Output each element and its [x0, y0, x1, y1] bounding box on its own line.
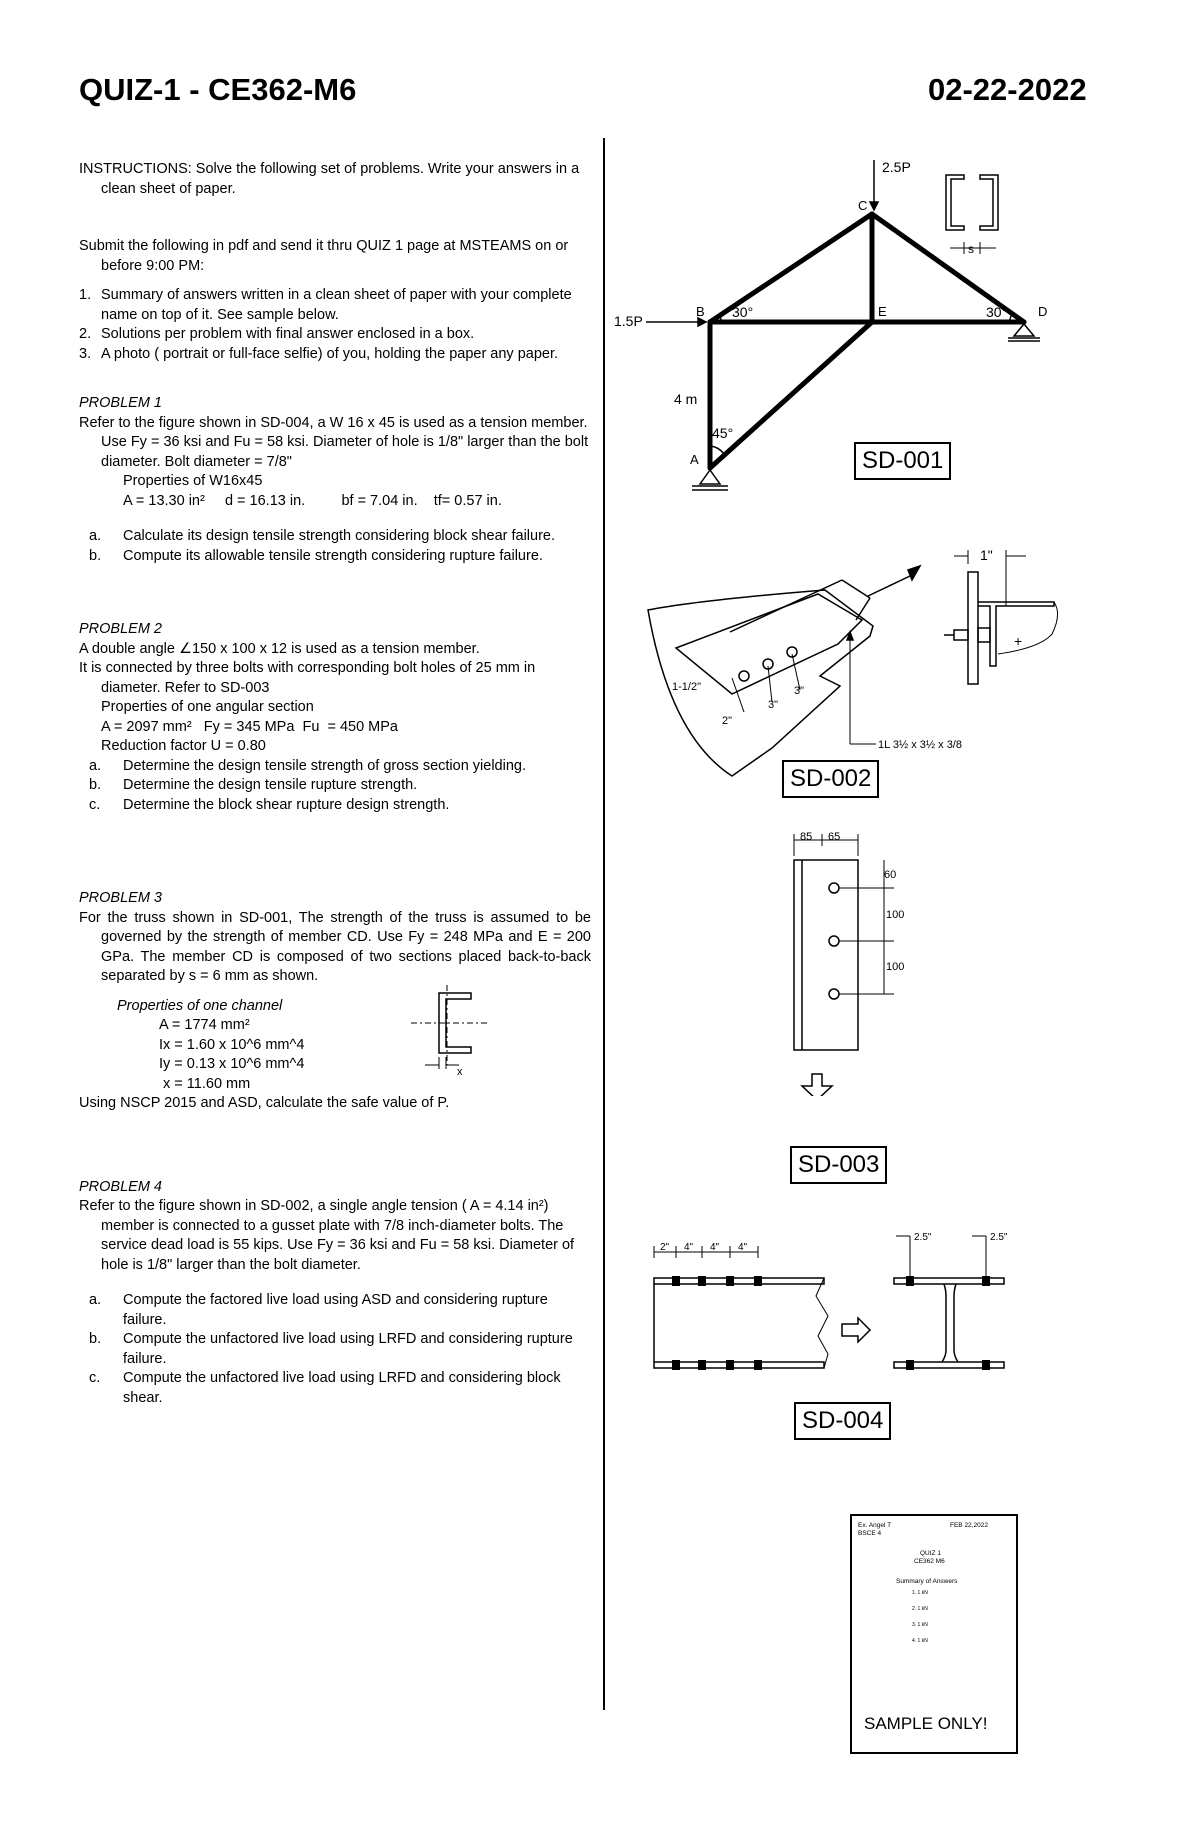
problem-item: c. Compute the unfactored live load using LRFD and considering block shear. — [89, 1370, 561, 1406]
problem-4-intro: Refer to the figure shown in SD-002, a single angle tension ( A = 4.14 in²) member is connected to a gusset plate with 7/8 inch-diameter bolts. The service dead load is 55 kips. Use Fy = 36 ksi and Fu = 58 ksi. Diameter of hole is 1/8" larger than the bolt diameter. — [79, 1198, 575, 1273]
problem-3-intro: For the truss shown in SD-001, The strength of the truss is assumed to be governed by the strength of member CD. Use Fy = 248 MPa and E = 200 GPa. The member CD is composed of two sections placed back-to-back separated by s = 6 mm as shown. — [79, 909, 591, 984]
quiz-date: 02-22-2022 — [928, 72, 1087, 107]
problem-3-prop: A = 1774 mm² — [159, 1017, 250, 1033]
bolted-plate-figure-sd003 — [772, 826, 922, 1096]
problem-1-heading: PROBLEM 1 — [79, 395, 162, 411]
dim-three-b-label: 3" — [794, 685, 805, 697]
channel-x-label: x — [457, 1065, 463, 1077]
problem-2-reduction: Reduction factor U = 0.80 — [101, 738, 266, 754]
load-left-label: 1.5P — [614, 313, 643, 329]
problem-item: a. Compute the factored live load using ASD and considering rupture failure. — [89, 1292, 548, 1328]
submit-item: 1. Summary of answers written in a clean sheet of paper with your complete name on top of it. See sample below. — [79, 287, 572, 323]
dim-one-label: 1" — [980, 547, 993, 563]
height-label: 4 m — [674, 391, 698, 407]
problem-2-props: A = 2097 mm² Fy = 345 MPa Fu = 450 MPa — [101, 718, 398, 735]
problem-2-line1: A double angle ∠150 x 100 x 12 is used as a tension member. — [79, 640, 480, 657]
member-ae — [710, 322, 872, 468]
sample-stamp: SAMPLE ONLY! — [864, 1714, 988, 1733]
sample-date: FEB 22,2022 — [950, 1522, 988, 1529]
problem-3-prop: Ix = 1.60 x 10^6 mm^4 — [159, 1036, 305, 1053]
problem-3-prop: Iy = 0.13 x 10^6 mm^4 — [159, 1056, 305, 1072]
sample-answer: 2. 1 kN — [912, 1606, 928, 1612]
sample-answer-sheet — [850, 1514, 1018, 1754]
submit-text: Submit the following in pdf and send it thru QUIZ 1 page at MSTEAMS on or before 9:00 PM: — [79, 238, 569, 274]
problem-1-props-title: Properties of W16x45 — [123, 473, 263, 489]
problem-item: a. Calculate its design tensile strength considering block shear failure. — [89, 528, 556, 544]
sample-answer: 3. 1 kN — [912, 1622, 928, 1628]
problem-3-prop: x = 11.60 mm — [159, 1075, 251, 1092]
dim-100a-label: 100 — [886, 909, 905, 921]
sample-name: Ex. Angel T — [858, 1522, 892, 1529]
dim-4in-b-label: 4" — [710, 1242, 720, 1253]
channel-section-figure — [409, 985, 489, 1077]
sample-answer: 1. 1 kN — [912, 1590, 928, 1596]
label-sd004: SD-004 — [794, 1402, 891, 1440]
label-sd003: SD-003 — [790, 1146, 887, 1184]
sample-section: BSCE 4 — [858, 1530, 882, 1537]
left-column — [79, 160, 591, 1408]
dim-left-flange-label: 2.5" — [914, 1232, 932, 1243]
column-divider — [603, 138, 605, 1710]
dim-right-flange-label: 2.5" — [990, 1232, 1008, 1243]
angle-d-label: 30° — [986, 304, 1008, 320]
w-section-figure-sd004 — [646, 1226, 1026, 1386]
problem-1-props: A = 13.30 in² d = 16.13 in. bf = 7.04 in. tf= 0.57 in. — [123, 492, 502, 509]
dim-60-label: 60 — [884, 869, 897, 881]
instructions-text: INSTRUCTIONS: Solve the following set of problems. Write your answers in a clean sheet of paper. — [79, 161, 580, 197]
problem-item: a. Determine the design tensile strength of gross section yielding. — [89, 757, 526, 774]
dim-4in-a-label: 4" — [684, 1242, 694, 1253]
quiz-title: QUIZ-1 - CE362-M6 — [79, 72, 357, 107]
node-e-label: E — [878, 304, 887, 319]
dim-2in-label: 2" — [660, 1242, 670, 1253]
label-sd001: SD-001 — [854, 442, 951, 480]
sample-answer: 4. 1 kN — [912, 1638, 928, 1644]
angle-b-label: 30° — [732, 304, 754, 320]
sample-course: CE362 M6 — [914, 1558, 945, 1565]
dim-4in-c-label: 4" — [738, 1242, 748, 1253]
angle-a-label: 45° — [712, 425, 734, 441]
dim-three-a-label: 3" — [768, 699, 779, 711]
problem-2-line2: It is connected by three bolts with corresponding bolt holes of 25 mm in diameter. Refer to SD-003 — [79, 660, 536, 696]
problem-4-heading: PROBLEM 4 — [79, 1178, 162, 1195]
problem-3-heading: PROBLEM 3 — [79, 890, 162, 906]
problem-item: b. Determine the design tensile rupture strength. — [89, 777, 418, 793]
problem-item: c. Determine the block shear rupture design strength. — [89, 796, 450, 813]
load-top-label: 2.5P — [882, 159, 911, 175]
problem-1-intro: Refer to the figure shown in SD-004, a W 16 x 45 is used as a tension member. Use Fy = 36 ksi and Fu = 58 ksi. Diameter of hole is 1/8" larger than the bolt diameter. Bolt diameter = 7/8" — [79, 414, 589, 470]
problem-item: b. Compute the unfactored live load using LRFD and considering rupture failure. — [89, 1331, 573, 1367]
label-sd002: SD-002 — [782, 760, 879, 798]
submit-list — [79, 286, 591, 364]
sample-quiz: QUIZ 1 — [920, 1550, 941, 1557]
node-c-label: C — [858, 198, 868, 213]
problem-3-props-title: Properties of one channel — [117, 997, 283, 1014]
spacing-label: s — [968, 242, 974, 256]
problem-3-closing: Using NSCP 2015 and ASD, calculate the safe value of P. — [79, 1095, 450, 1111]
sample-summary: Summary of Answers — [896, 1578, 958, 1585]
problem-2-props-title: Properties of one angular section — [101, 699, 314, 715]
angle-callout-label: 1L 3½ x 3½ x 3/8 — [878, 739, 962, 751]
dim-100b-label: 100 — [886, 961, 905, 973]
dim-two-label: 2" — [722, 715, 733, 727]
node-d-label: D — [1038, 304, 1048, 319]
angle-side-view-figure — [936, 538, 1066, 688]
dim-65-label: 65 — [828, 831, 841, 843]
node-a-label: A — [690, 452, 699, 467]
plus-mark: + — [1014, 633, 1023, 649]
problem-1-items — [79, 527, 591, 566]
problem-item: b. Compute its allowable tensile strength considering rupture failure. — [89, 547, 543, 564]
dim-85-label: 85 — [800, 831, 813, 843]
problem-2-heading: PROBLEM 2 — [79, 621, 162, 637]
submit-item: 2. Solutions per problem with final answer enclosed in a box. — [79, 326, 475, 342]
node-b-label: B — [696, 304, 705, 319]
problem-4-items — [79, 1291, 591, 1408]
submit-item: 3. A photo ( portrait or full-face selfie) of you, holding the paper any paper. — [79, 345, 559, 362]
problem-2-items — [79, 757, 591, 816]
dim-edge-label: 1-1/2" — [672, 681, 701, 693]
